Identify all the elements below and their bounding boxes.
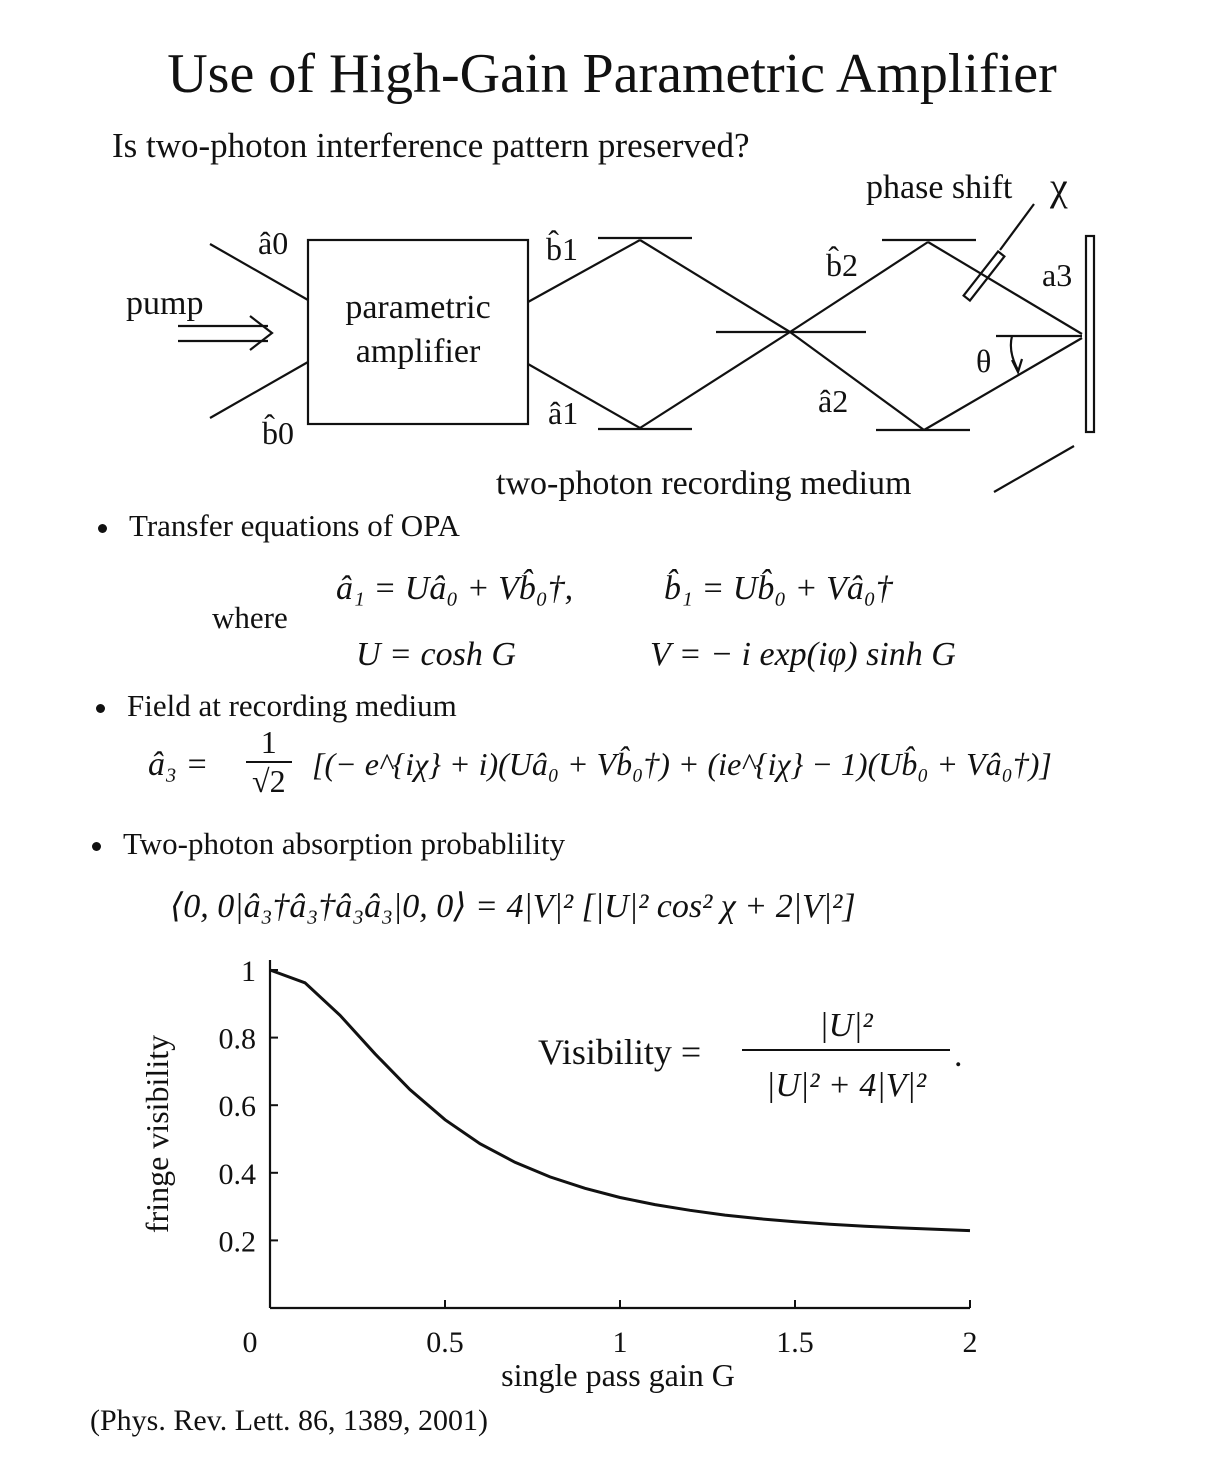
beam-a2: [790, 332, 924, 430]
a3-label: a3: [1042, 257, 1073, 293]
bullet-transfer-text: Transfer equations of OPA: [129, 508, 460, 543]
a2-label: â2: [818, 383, 849, 419]
where-label: where: [212, 600, 288, 635]
beam-b2: [790, 242, 928, 332]
eq-field-num: 1: [246, 724, 292, 763]
recording-medium-plate: [1086, 236, 1094, 432]
bullet-absorption: [92, 826, 565, 862]
x-tick-label: 0: [242, 1326, 258, 1359]
y-axis-label: fringe visibility: [139, 1034, 175, 1234]
eq-field-rhs: [(− e^{iχ} + i)(Uâ₀ + Vb̂₀†) + (ie^{iχ} − 1)(Ub̂₀ + Vâ₀†)]: [312, 746, 1052, 782]
reference: (Phys. Rev. Lett. 86, 1389, 2001): [90, 1404, 489, 1437]
phase-shift-label: phase shift: [866, 169, 1013, 206]
x-axis-label: single pass gain G: [501, 1357, 735, 1393]
bullet-dot: [92, 842, 101, 851]
visibility-chart: [0, 940, 1224, 1410]
box-label-2: amplifier: [355, 333, 481, 370]
eq-v-def: V = − i exp(iφ) sinh G: [650, 636, 956, 673]
x-tick-label: 1.5: [776, 1326, 814, 1359]
x-tick-label: 1: [612, 1326, 628, 1359]
b2-label: b̂2: [826, 247, 858, 283]
x-tick-label: 0.5: [426, 1326, 464, 1359]
phase-shift-pointer: [1000, 204, 1034, 250]
beam-a1-reflect: [640, 332, 790, 428]
b0-label: b̂0: [262, 415, 294, 451]
beam-b0: [210, 362, 308, 418]
visibility-end: .: [954, 1037, 963, 1074]
y-tick-label: 0.2: [218, 1225, 256, 1259]
eq-field-den: √2: [252, 763, 286, 799]
medium-label: two-photon recording medium: [496, 465, 912, 502]
beam-a1: [528, 364, 640, 428]
visibility-lhs: Visibility =: [538, 1032, 702, 1072]
eq-transfer-b1: b̂₁ = Ub̂₀ + Vâ₀†: [664, 570, 893, 607]
page-title: Use of High-Gain Parametric Amplifier: [167, 43, 1057, 105]
b1-label: b̂1: [546, 231, 578, 267]
theta-arrowhead: [1012, 359, 1022, 372]
bullet-field-text: Field at recording medium: [127, 688, 457, 723]
eq-absorption: ⟨0, 0|â₃†â₃†â₃â₃|0, 0⟩ = 4|V|² [|U|² cos² χ + 2|V|²]: [170, 888, 856, 925]
y-tick-label: 1: [241, 955, 256, 988]
x-tick-label: 2: [962, 1326, 978, 1359]
eq-u-def: U = cosh G: [356, 636, 516, 673]
setup-diagram: [0, 0, 1224, 520]
visibility-num: |U|²: [819, 1007, 873, 1044]
eq-transfer-a1: â₁ = Uâ₀ + Vb̂₀†,: [336, 570, 574, 607]
eq-field-fraction: [246, 724, 292, 800]
bullet-transfer: [98, 508, 460, 544]
theta-label: θ: [976, 343, 992, 379]
beam-b1-reflect: [640, 240, 790, 332]
pump-arrowhead: [250, 316, 272, 350]
y-tick-label: 0.4: [218, 1157, 256, 1191]
a0-label: â0: [258, 225, 289, 261]
y-tick-label: 0.6: [218, 1090, 256, 1124]
bullet-absorption-text: Two-photon absorption probablility: [123, 826, 566, 861]
question-text: Is two-photon interference pattern preserved?: [112, 126, 750, 165]
pump-label: pump: [126, 285, 204, 322]
beam-b1: [528, 240, 640, 302]
bullet-dot: [96, 704, 105, 713]
bullet-field: [96, 688, 457, 724]
y-tick-label: 0.8: [218, 1022, 256, 1056]
beam-a3-bottom: [924, 338, 1082, 430]
box-label-1: parametric: [345, 289, 491, 326]
visibility-den: |U|² + 4|V|²: [765, 1067, 927, 1104]
chi-symbol: χ: [1050, 164, 1068, 209]
eq-field-lhs: â₃ =: [148, 746, 209, 783]
medium-pointer: [994, 446, 1074, 492]
a1-label: â1: [548, 395, 579, 431]
amplifier-box: [308, 240, 528, 424]
bullet-dot: [98, 524, 107, 533]
